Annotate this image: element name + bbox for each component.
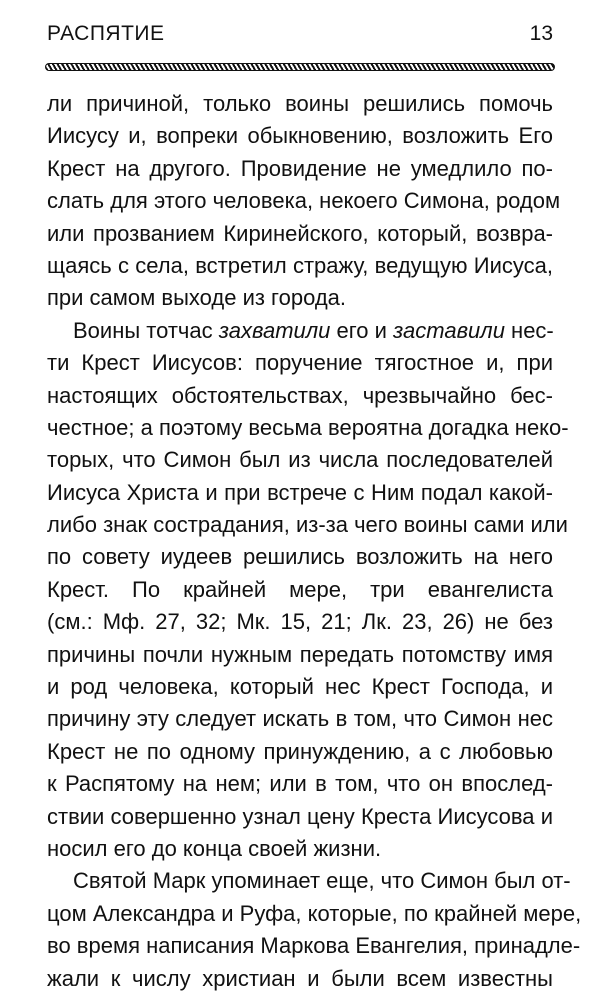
text-line	[47, 574, 553, 606]
text-line	[47, 930, 581, 962]
text-segment: либо знак сострадания, из-за чего воины сами или	[47, 512, 568, 538]
text-line	[47, 768, 553, 800]
text-line	[47, 250, 553, 282]
text-segment: причину эту следует искать в том, что Симон нес	[47, 706, 553, 732]
text-line	[47, 88, 553, 120]
text-line	[47, 963, 553, 995]
text-line	[47, 509, 568, 541]
text-segment: нес-	[504, 317, 554, 343]
text-segment: по совету иудеев решились возложить на него	[47, 544, 553, 570]
chapter-title: РАСПЯТИЕ	[47, 22, 165, 45]
text-line	[47, 153, 553, 185]
text-line	[47, 703, 553, 735]
text-segment: его и	[330, 317, 394, 343]
text-line	[47, 120, 553, 152]
text-segment: при самом выходе из города.	[47, 285, 347, 311]
text-segment: жали к числу христиан и были всем известны	[47, 965, 553, 991]
italic-text: заставили	[393, 317, 505, 343]
paragraph	[47, 88, 561, 315]
text-line	[47, 477, 553, 509]
page-number: 13	[529, 22, 553, 45]
text-line	[47, 315, 553, 347]
page-body	[47, 88, 582, 995]
text-line	[47, 865, 571, 897]
text-segment: честное; а поэтому весьма вероятна догадка неко-	[47, 414, 569, 440]
text-line	[47, 541, 553, 573]
text-segment: (см.: Мф. 27, 32; Мк. 15, 21; Лк. 23, 26) не без	[47, 609, 553, 635]
text-line	[47, 185, 561, 217]
text-line	[47, 380, 553, 412]
text-segment: торых, что Симон был из числа последователей	[47, 447, 553, 473]
text-segment: Святой Марк упоминает еще, что Симон был от-	[73, 868, 571, 894]
text-segment: щаясь с села, встретил стражу, ведущую Иисуса,	[47, 252, 553, 278]
text-segment: ти Крест Иисусов: поручение тягостное и, при	[47, 350, 553, 376]
text-segment: и род человека, который нес Крест Господа, и	[47, 674, 553, 700]
decorative-rope-divider	[45, 63, 555, 71]
text-segment: причины почли нужным передать потомству имя	[47, 641, 553, 667]
text-segment: Крест. По крайней мере, три евангелиста	[47, 576, 553, 602]
running-header	[47, 22, 553, 52]
text-segment: цом Александра и Руфа, которые, по крайней мере,	[47, 900, 582, 926]
text-segment: Крест не по одному принуждению, а с любовью	[47, 738, 553, 764]
text-line	[47, 671, 553, 703]
text-segment: ли причиной, только воины решились помочь	[47, 91, 553, 116]
text-line	[47, 606, 553, 638]
text-segment: или прозванием Киринейского, который, возвра-	[47, 220, 553, 246]
text-segment: во время написания Маркова Евангелия, принадле-	[47, 933, 581, 959]
text-segment: настоящих обстоятельствах, чрезвычайно бес-	[47, 382, 553, 408]
text-line	[47, 218, 553, 250]
text-line	[47, 282, 553, 314]
text-segment: Воины тотчас	[73, 317, 219, 343]
text-line	[47, 801, 553, 833]
text-line	[47, 412, 569, 444]
text-segment: Крест на другого. Провидение не умедлило по-	[47, 155, 553, 181]
text-segment: слать для этого человека, некоего Симона, родом	[47, 188, 561, 214]
text-line	[47, 833, 553, 865]
text-line	[47, 736, 553, 768]
text-line	[47, 347, 553, 379]
text-segment: Иисусу и, вопреки обыкновению, возложить Его	[47, 123, 553, 149]
text-segment: к Распятому на нем; или в том, что он впослед-	[47, 771, 553, 797]
text-line	[47, 639, 553, 671]
text-segment: ствии совершенно узнал цену Креста Иисусова и	[47, 803, 553, 829]
text-segment: Иисуса Христа и при встрече с Ним подал какой-	[47, 479, 553, 505]
text-segment: носил его до конца своей жизни.	[47, 835, 382, 861]
italic-text: захватили	[218, 317, 331, 343]
text-line	[47, 898, 582, 930]
paragraph	[47, 865, 582, 995]
text-line	[47, 444, 553, 476]
paragraph	[47, 315, 569, 866]
